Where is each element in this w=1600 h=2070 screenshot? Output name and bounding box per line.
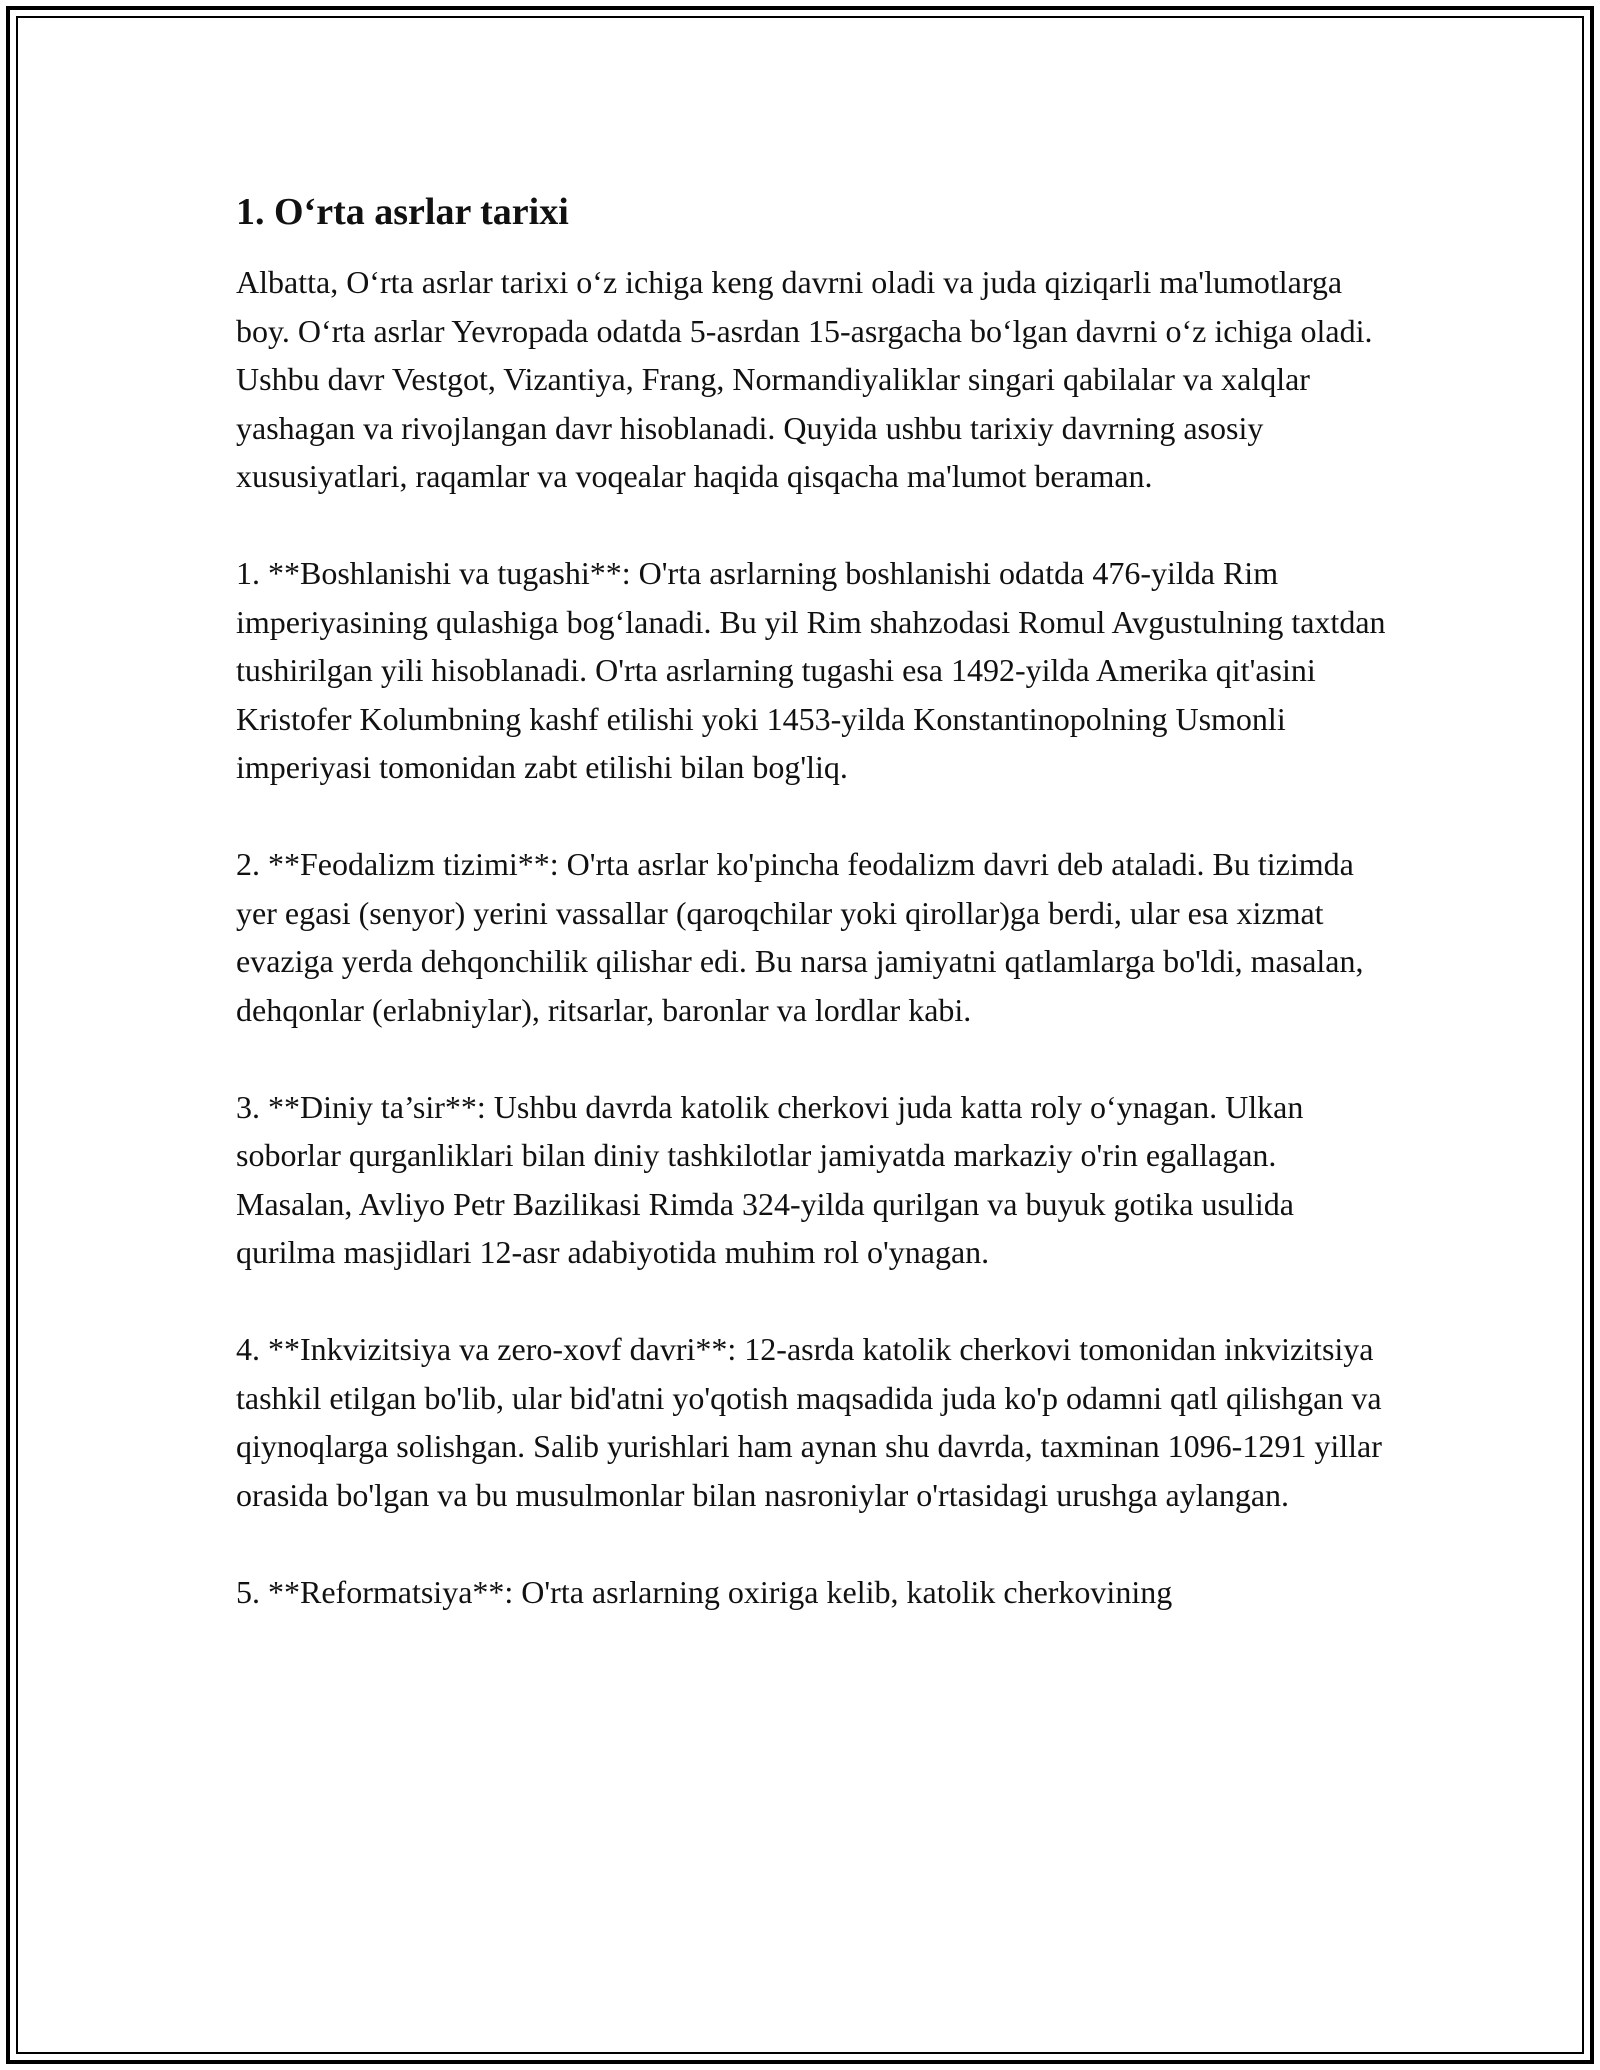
intro-paragraph: Albatta, Oʻrta asrlar tarixi oʻz ichiga keng davrni oladi va juda qiziqarli ma'lumotlarga boy. Oʻrta asrlar Yevropada odatda 5-asrdan 15-asrgacha boʻlgan davrni oʻz ichiga oladi. Ushbu davr Vestgot, Vizantiya, Frang, Normandiyaliklar singari qabilalar va xalqlar yashagan va rivojlangan davr hisoblanadi. Quyida ushbu tarixiy davrning asosiy xususiyatlari, raqamlar va voqealar haqida qisqacha ma'lumot beraman. <box>236 264 1373 494</box>
document-page <box>236 186 1386 1665</box>
document-heading: 1. Oʻrta asrlar tarixi <box>236 191 569 233</box>
paragraph-beginning-and-end: 1. **Boshlanishi va tugashi**: O'rta asrlarning boshlanishi odatda 476-yilda Rim imperiyasining qulashiga bogʻlanadi. Bu yil Rim shahzodasi Romul Avgustulning taxtdan tushirilgan yili hisoblanadi. O'rta asrlarning tugashi esa 1492-yilda Amerika qit'asini Kristofer Kolumbning kashf etilishi yoki 1453-yilda Konstantinopolning Usmonli imperiyasi tomonidan zabt etilishi bilan bog'liq. <box>236 555 1386 785</box>
paragraph-religious-influence: 3. **Diniy ta’sir**: Ushbu davrda katolik cherkovi juda katta roly oʻynagan. Ulkan soborlar qurganliklari bilan diniy tashkilotlar jamiyatda markaziy o'rin egallagan. Masalan, Avliyo Petr Bazilikasi Rimda 324-yilda qurilgan va buyuk gotika usulida qurilma masjidlari 12-asr adabiyotida muhim rol o'ynagan. <box>236 1088 1304 1270</box>
paragraph-feudalism: 2. **Feodalizm tizimi**: O'rta asrlar ko'pincha feodalizm davri deb ataladi. Bu tizimda yer egasi (senyor) yerini vassallar (qaroqchilar yoki qirollar)ga berdi, ular esa xizmat evaziga yerda dehqonchilik qilishar edi. Bu narsa jamiyatni qatlamlarga bo'ldi, masalan, dehqonlar (erlabniylar), ritsarlar, baronlar va lordlar kabi. <box>236 846 1364 1028</box>
paragraph-inquisition: 4. **Inkvizitsiya va zero-xovf davri**: 12-asrda katolik cherkovi tomonidan inkvizitsiya tashkil etilgan bo'lib, ular bid'atni yo'qotish maqsadida juda ko'p odamni qatl qilishgan va qiynoqlarga solishgan. Salib yurishlari ham aynan shu davrda, taxminan 1096-1291 yillar orasida bo'lgan va bu musulmonlar bilan nasroniylar o'rtasidagi urushga aylangan. <box>236 1331 1382 1513</box>
paragraph-reformation: 5. **Reformatsiya**: O'rta asrlarning oxiriga kelib, katolik cherkovining <box>236 1573 1173 1610</box>
